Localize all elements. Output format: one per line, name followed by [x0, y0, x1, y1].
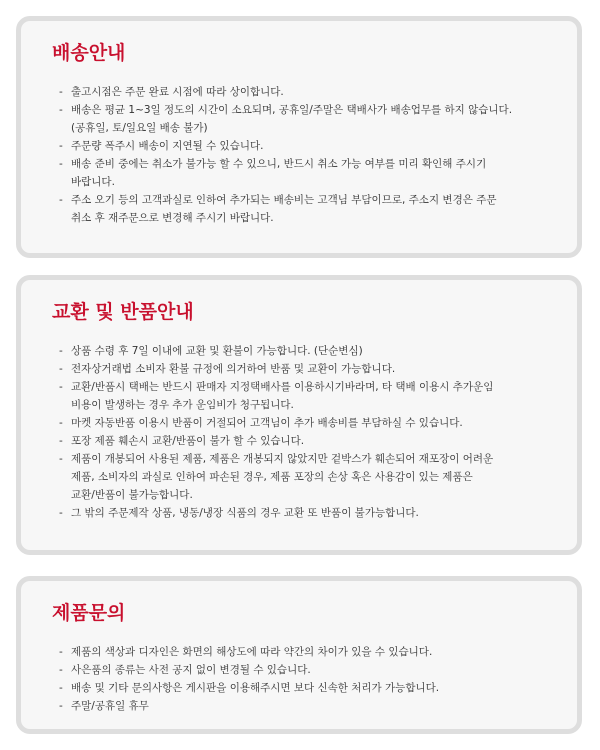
- section-title: 배송안내: [52, 42, 126, 64]
- bullet-dash: -: [59, 453, 63, 465]
- item-text: [71, 378, 493, 414]
- item-text: [71, 450, 493, 504]
- item-line: 배송 준비 중에는 취소가 불가능 할 수 있으니, 반드시 취소 가능 여부를 미리 확인해 주시기: [71, 158, 487, 170]
- item-line: 출고시점은 주문 완료 시점에 따라 상이합니다.: [71, 86, 284, 98]
- bullet-dash: -: [59, 646, 63, 658]
- bullet-dash: -: [59, 507, 63, 519]
- item-line: 배송은 평균 1~3일 정도의 시간이 소요되며, 공휴일/주말은 택배사가 배송업무를 하지 않습니다.: [71, 104, 513, 116]
- list-item: [59, 360, 559, 378]
- list-item: [59, 378, 559, 414]
- item-text: [71, 137, 263, 155]
- item-text: [71, 155, 486, 191]
- list-item: [59, 83, 559, 101]
- bullet-dash: -: [59, 345, 63, 357]
- list-item: [59, 643, 559, 661]
- list-item: [59, 679, 559, 697]
- exchange-return-list: [59, 342, 559, 522]
- item-text: [71, 101, 512, 137]
- item-line: 상품 수령 후 7일 이내에 교환 및 환불이 가능합니다. (단순변심): [71, 345, 363, 357]
- bullet-dash: -: [59, 363, 63, 375]
- item-text: [71, 679, 439, 697]
- item-line: 취소 후 재주문으로 변경해 주시기 바랍니다.: [71, 212, 274, 224]
- item-text: [71, 504, 419, 522]
- item-line: 제품, 소비자의 과실로 인하여 파손된 경우, 제품 포장의 손상 혹은 사용감이 있는 제품은: [71, 471, 473, 483]
- item-line: 포장 제품 훼손시 교환/반품이 불가 할 수 있습니다.: [71, 435, 305, 447]
- list-item: [59, 504, 559, 522]
- item-text: [71, 191, 496, 227]
- item-line: 주문량 폭주시 배송이 지연될 수 있습니다.: [71, 140, 264, 152]
- list-item: [59, 101, 559, 137]
- item-text: [71, 414, 463, 432]
- list-item: [59, 697, 559, 715]
- item-text: [71, 432, 304, 450]
- list-item: [59, 661, 559, 679]
- bullet-dash: -: [59, 435, 63, 447]
- item-line: 전자상거래법 소비자 환불 규정에 의거하여 반품 및 교환이 가능합니다.: [71, 363, 396, 375]
- item-line: 교환/반품이 불가능합니다.: [71, 489, 193, 501]
- item-line: 비용이 발생하는 경우 추가 운임비가 청구됩니다.: [71, 399, 294, 411]
- item-line: 바랍니다.: [71, 176, 115, 188]
- item-text: [71, 697, 149, 715]
- item-line: 사은품의 종류는 사전 공지 없이 변경될 수 있습니다.: [71, 664, 311, 676]
- list-item: [59, 342, 559, 360]
- list-item: [59, 414, 559, 432]
- list-item: [59, 155, 559, 191]
- item-line: 주소 오기 등의 고객과실로 인하여 추가되는 배송비는 고객님 부담이므로, 주소지 변경은 주문: [71, 194, 497, 206]
- section-title: 제품문의: [52, 602, 126, 624]
- product-inquiry-list: [59, 643, 559, 715]
- item-line: 배송 및 기타 문의사항은 게시판을 이용해주시면 보다 신속한 처리가 가능합니다.: [71, 682, 440, 694]
- shipping-info-card: [16, 16, 582, 258]
- list-item: [59, 137, 559, 155]
- bullet-dash: -: [59, 158, 63, 170]
- bullet-dash: -: [59, 381, 63, 393]
- item-text: [71, 83, 284, 101]
- item-text: [71, 643, 432, 661]
- bullet-dash: -: [59, 104, 63, 116]
- item-line: 마켓 자동반품 이용시 반품이 거절되어 고객님이 추가 배송비를 부담하실 수 있습니다.: [71, 417, 463, 429]
- bullet-dash: -: [59, 700, 63, 712]
- list-item: [59, 450, 559, 504]
- bullet-dash: -: [59, 194, 63, 206]
- bullet-dash: -: [59, 140, 63, 152]
- item-text: [71, 360, 395, 378]
- item-line: (공휴일, 토/일요일 배송 불가): [71, 122, 208, 134]
- bullet-dash: -: [59, 417, 63, 429]
- list-item: [59, 432, 559, 450]
- product-inquiry-card: [16, 576, 582, 734]
- section-title: 교환 및 반품안내: [52, 301, 194, 323]
- bullet-dash: -: [59, 682, 63, 694]
- item-line: 주말/공휴일 휴무: [71, 700, 149, 712]
- item-line: 교환/반품시 택배는 반드시 판매자 지정택배사를 이용하시기바라며, 타 택배 이용시 추가운임: [71, 381, 494, 393]
- shipping-info-list: [59, 83, 559, 227]
- item-line: 제품의 색상과 디자인은 화면의 해상도에 따라 약간의 차이가 있을 수 있습니다.: [71, 646, 433, 658]
- bullet-dash: -: [59, 86, 63, 98]
- list-item: [59, 191, 559, 227]
- item-line: 제품이 개봉되어 사용된 제품, 제품은 개봉되지 않았지만 겉박스가 훼손되어 재포장이 어려운: [71, 453, 494, 465]
- item-text: [71, 661, 311, 679]
- bullet-dash: -: [59, 664, 63, 676]
- item-text: [71, 342, 363, 360]
- item-line: 그 밖의 주문제작 상품, 냉동/냉장 식품의 경우 교환 또 반품이 불가능합니다.: [71, 507, 419, 519]
- exchange-return-card: [16, 275, 582, 555]
